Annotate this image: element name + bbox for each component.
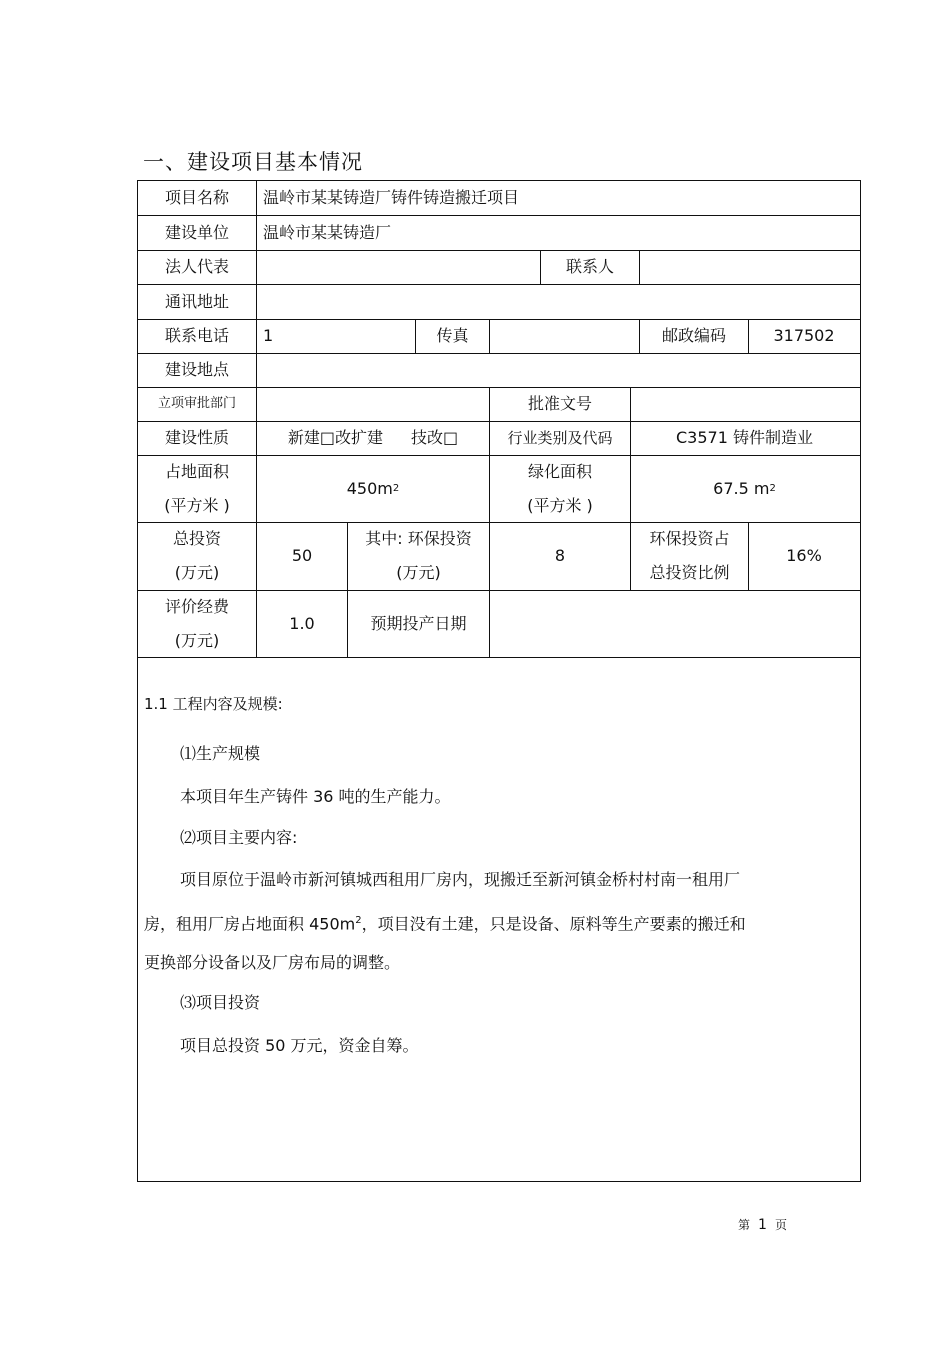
- paragraph-content-line2b: ，项目没有土建，只是设备、原料等生产要素的搬迁和: [361, 914, 746, 934]
- paragraph-content-line2a: 房，租用厂房占地面积 450m: [144, 914, 356, 934]
- fee-value: 1.0: [289, 613, 315, 633]
- ratio-value: 16%: [786, 546, 822, 565]
- nature-value: [257, 421, 489, 455]
- paragraph-content-line3: 更换部分设备以及厂房布局的调整。: [144, 953, 401, 972]
- green-value-text: 67.5 m: [713, 478, 770, 498]
- fax-value: [490, 319, 639, 353]
- row-divider: [137, 657, 861, 658]
- green-value: [631, 455, 858, 522]
- industry-value: C3571 铸件制造业: [676, 428, 813, 447]
- ratio-label-line1: 环保投资占: [649, 529, 730, 548]
- area-label: [138, 455, 256, 522]
- fax-label: 传真: [436, 326, 469, 345]
- content-heading: 1.1 工程内容及规模:: [144, 695, 283, 713]
- area-unit-text: (平方米 ): [164, 495, 230, 515]
- address-label: 通讯地址: [164, 291, 229, 311]
- industry-label: 行业类别及代码: [507, 429, 613, 447]
- paragraph-sup: 2: [355, 915, 362, 926]
- postcode-value: 317502: [773, 326, 835, 345]
- site-value: [257, 353, 857, 387]
- green-unit-text: (平方米 ): [527, 495, 593, 515]
- area-label-text: 占地面积: [164, 461, 229, 481]
- nature-option-new: 新建□改扩建: [287, 428, 383, 447]
- address-value: [257, 284, 857, 319]
- builder-value: 温岭市某某铸造厂: [263, 222, 392, 242]
- section-title: 一、建设项目基本情况: [143, 150, 363, 174]
- green-label-text: 绿化面积: [527, 461, 592, 481]
- nature-label: 建设性质: [164, 428, 229, 447]
- approval-dept-value: [257, 387, 489, 421]
- page-number: [738, 1216, 787, 1233]
- invest-unit-text: (万元): [174, 563, 220, 582]
- ratio-label-line2: 总投资比例: [649, 563, 730, 582]
- paragraph-content-line2: [144, 911, 844, 934]
- contact-value: [640, 250, 858, 284]
- green-label: [490, 455, 630, 522]
- area-value: [257, 455, 489, 522]
- approval-no-label: 批准文号: [527, 394, 592, 413]
- project-name-label: 项目名称: [164, 188, 229, 207]
- fee-label: [138, 590, 256, 657]
- invest-label-text: 总投资: [172, 529, 221, 548]
- date-label: 预期投产日期: [370, 613, 467, 633]
- subheading-investment: ⑶项目投资: [180, 993, 261, 1012]
- nature-option-tech: 技改□: [411, 428, 459, 447]
- project-name-value: 温岭市某某铸造厂铸件铸造搬迁项目: [263, 188, 520, 207]
- page-value: 1: [758, 1217, 767, 1233]
- invest-value: 50: [291, 546, 313, 565]
- subheading-content: ⑵项目主要内容:: [180, 828, 298, 847]
- contact-label: 联系人: [565, 257, 614, 276]
- subheading-production: ⑴生产规模: [180, 744, 261, 763]
- builder-label: 建设单位: [164, 222, 229, 242]
- env-invest-unit-text: (万元): [396, 563, 441, 582]
- env-invest-label-text: 其中: 环保投资: [365, 529, 472, 548]
- fee-label-text: 评价经费: [164, 596, 229, 616]
- phone-value: 1: [263, 326, 274, 345]
- page-prefix: 第: [738, 1218, 751, 1232]
- area-value-text: 450m: [346, 478, 393, 498]
- ratio-label: [631, 522, 748, 590]
- postcode-label: 邮政编码: [661, 326, 726, 345]
- fee-unit-text: (万元): [174, 630, 220, 650]
- env-invest-label: [348, 522, 489, 590]
- env-invest-value: 8: [554, 546, 566, 565]
- paragraph-production: 本项目年生产铸件 36 吨的生产能力。: [180, 787, 451, 806]
- paragraph-investment: 项目总投资 50 万元，资金自筹。: [180, 1036, 419, 1055]
- page-suffix: 页: [774, 1218, 787, 1232]
- site-label: 建设地点: [164, 360, 229, 379]
- date-value: [490, 590, 858, 657]
- area-sup: 2: [392, 482, 400, 494]
- approval-dept-label: 立项审批部门: [157, 396, 236, 411]
- approval-no-value: [631, 387, 858, 421]
- legal-rep-value: [257, 250, 540, 284]
- invest-label: [138, 522, 256, 590]
- phone-label: 联系电话: [164, 326, 229, 345]
- legal-rep-label: 法人代表: [164, 257, 229, 276]
- paragraph-content-line1: 项目原位于温岭市新河镇城西租用厂房内，现搬迁至新河镇金桥村村南一租用厂: [180, 870, 741, 889]
- green-sup: 2: [769, 482, 776, 494]
